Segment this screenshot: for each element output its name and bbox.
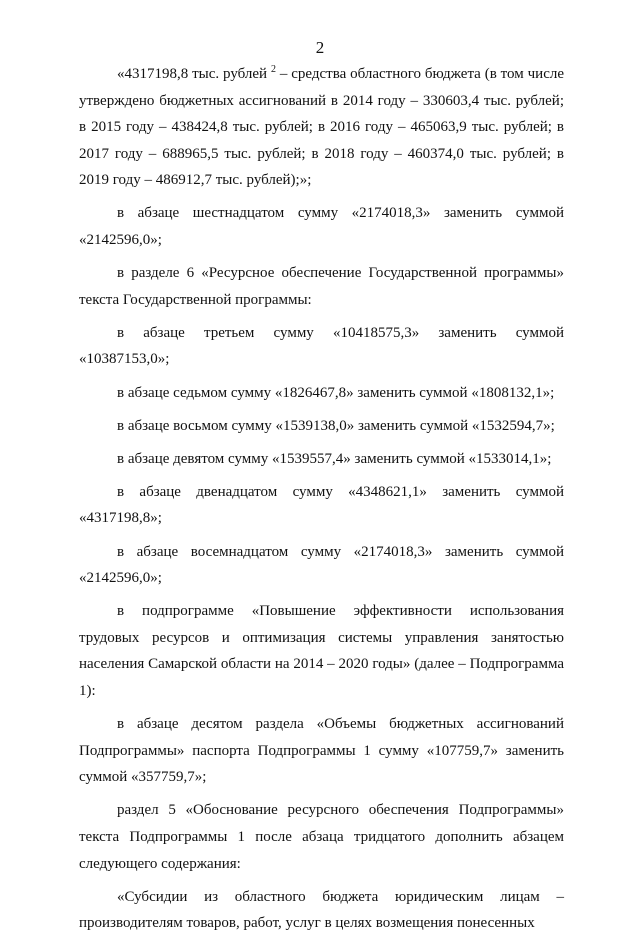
document-body (79, 61, 564, 937)
paragraph: «Субсидии из областного бюджета юридическим лицам – производителям товаров, работ, услуг в целях возмещения понесенных (79, 888, 564, 932)
paragraph: в абзаце восемнадцатом сумму «2174018,3» заменить суммой «2142596,0»; (79, 543, 564, 587)
paragraph: раздел 5 «Обоснование ресурсного обеспечения Подпрограммы» текста Подпрограммы 1 после абзаца тридцатого дополнить абзацем следующего содержания: (79, 802, 564, 872)
footnote-marker: 2 (270, 64, 276, 75)
paragraph: в абзаце третьем сумму «10418575,3» заменить суммой «10387153,0»; (79, 324, 564, 368)
paragraph-text: «4317198,8 тыс. рублей (117, 66, 271, 82)
paragraph: в разделе 6 «Ресурсное обеспечение Государственной программы» текста Государственной программы: (79, 265, 564, 308)
paragraph: в абзаце седьмом сумму «1826467,8» заменить суммой «1808132,1»; (117, 384, 555, 401)
paragraph-funding-summary (79, 61, 564, 194)
paragraph: в абзаце девятом сумму «1539557,4» заменить суммой «1533014,1»; (117, 450, 552, 467)
paragraph: в абзаце десятом раздела «Объемы бюджетных ассигнований Подпрограммы» паспорта Подпрограммы 1 сумму «107759,7» заменить суммой «357759,7»; (79, 716, 564, 786)
page-number: 2 (315, 38, 325, 57)
paragraph: в абзаце шестнадцатом сумму «2174018,3» заменить суммой «2142596,0»; (79, 205, 564, 249)
paragraph-text: – средства областного бюджета (в том числе утверждено бюджетных ассигнований в 2014 году – 330603,4 тыс. рублей; в 2015 году – 438424,8 тыс. рублей; в 2016 году – 465063,9 тыс. рублей; в 2017 году – 688965,5 тыс. рублей; в 2018 году – 460374,0 тыс. рублей; в 2019 году – 486912,7 тыс. рублей);»; (79, 66, 564, 189)
paragraph: в абзаце двенадцатом сумму «4348621,1» заменить суммой «4317198,8»; (79, 483, 564, 527)
paragraph: в абзаце восьмом сумму «1539138,0» заменить суммой «1532594,7»; (117, 417, 555, 434)
paragraph: в подпрограмме «Повышение эффективности использования трудовых ресурсов и оптимизация системы управления занятостью населения Самарской области на 2014 – 2020 годы» (далее – Подпрограмма 1): (79, 603, 564, 699)
